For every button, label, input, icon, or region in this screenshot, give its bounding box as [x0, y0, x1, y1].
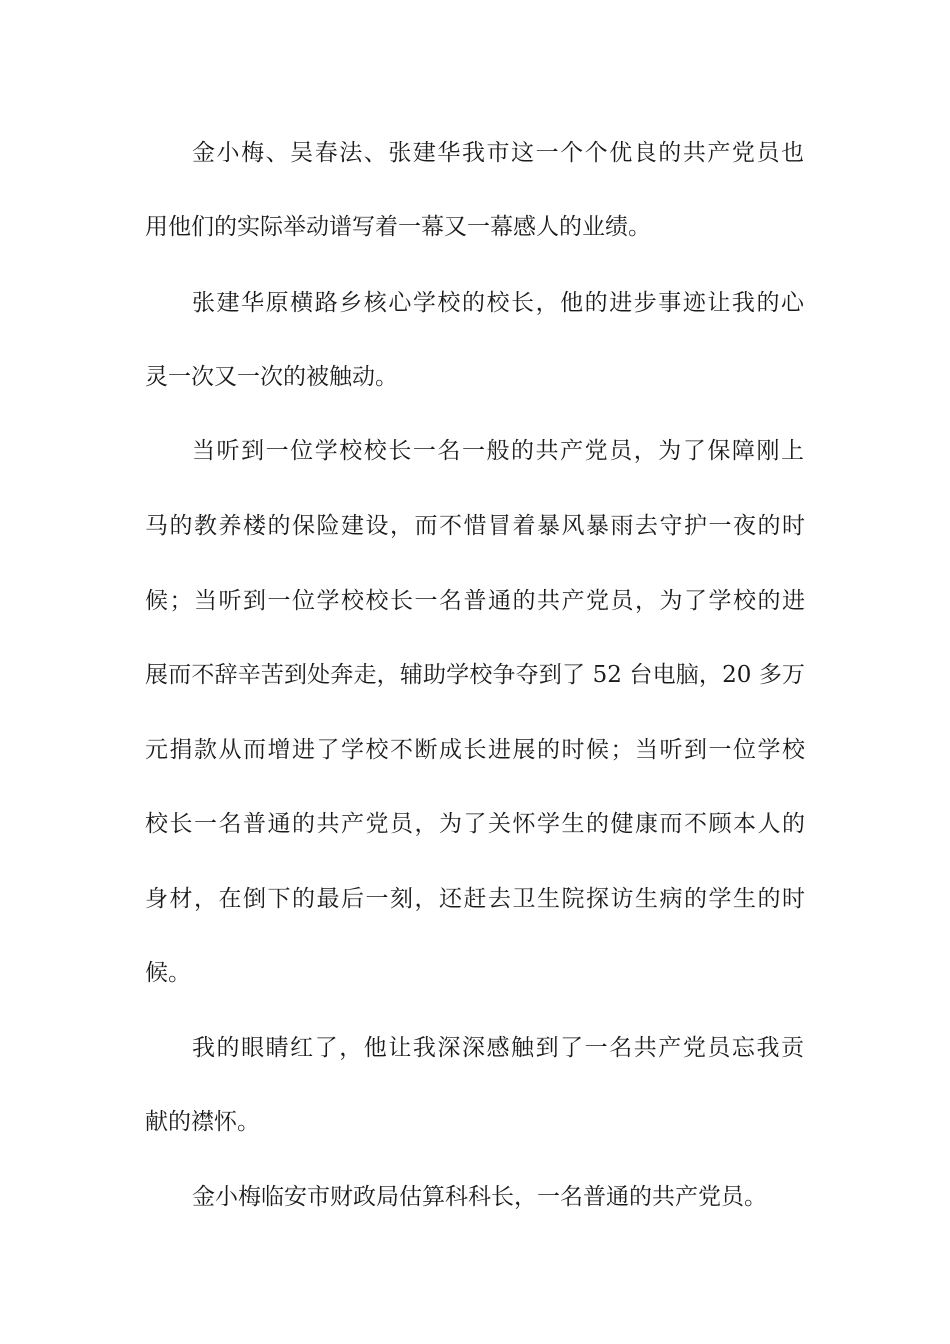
- paragraph-1-line-1: 金小梅、吴春法、张建华我市这一个个优良的共产党员也: [192, 140, 804, 166]
- paragraph-2-line-2: 灵一次又一次的被触动。: [145, 364, 398, 390]
- paragraph-3-line-1: 当听到一位学校校长一名一般的共产党员，为了保障刚上: [192, 438, 804, 464]
- paragraph-5-line-1: 金小梅临安市财政局估算科科长，一名普通的共产党员。: [192, 1184, 767, 1210]
- paragraph-1-line-2: 用他们的实际举动谱写着一幕又一幕感人的业绩。: [145, 214, 651, 240]
- paragraph-3-line-5: 元捐款从而增进了学校不断成长进展的时候；当听到一位学校: [145, 737, 805, 763]
- paragraph-3-line-6: 校长一名普通的共产党员，为了关怀学生的健康而不顾本人的: [145, 811, 805, 837]
- paragraph-4-line-2: 献的襟怀。: [145, 1109, 260, 1135]
- paragraph-3-line-7: 身材，在倒下的最后一刻，还赶去卫生院探访生病的学生的时: [145, 886, 805, 912]
- paragraph-3-line-2: 马的教养楼的保险建设，而不惜冒着暴风暴雨去守护一夜的时: [145, 513, 805, 539]
- paragraph-3-line-3: 候；当听到一位学校校长一名普通的共产党员，为了学校的进: [145, 588, 805, 614]
- paragraph-3-line-8: 候。: [145, 960, 191, 986]
- paragraph-2-line-1: 张建华原横路乡核心学校的校长，他的进步事迹让我的心: [192, 290, 804, 316]
- paragraph-4-line-1: 我的眼睛红了，他让我深深感触到了一名共产党员忘我贡: [192, 1035, 804, 1061]
- paragraph-3-line-4: 展而不辞辛苦到处奔走，辅助学校争夺到了 52 台电脑，20 多万: [145, 662, 805, 688]
